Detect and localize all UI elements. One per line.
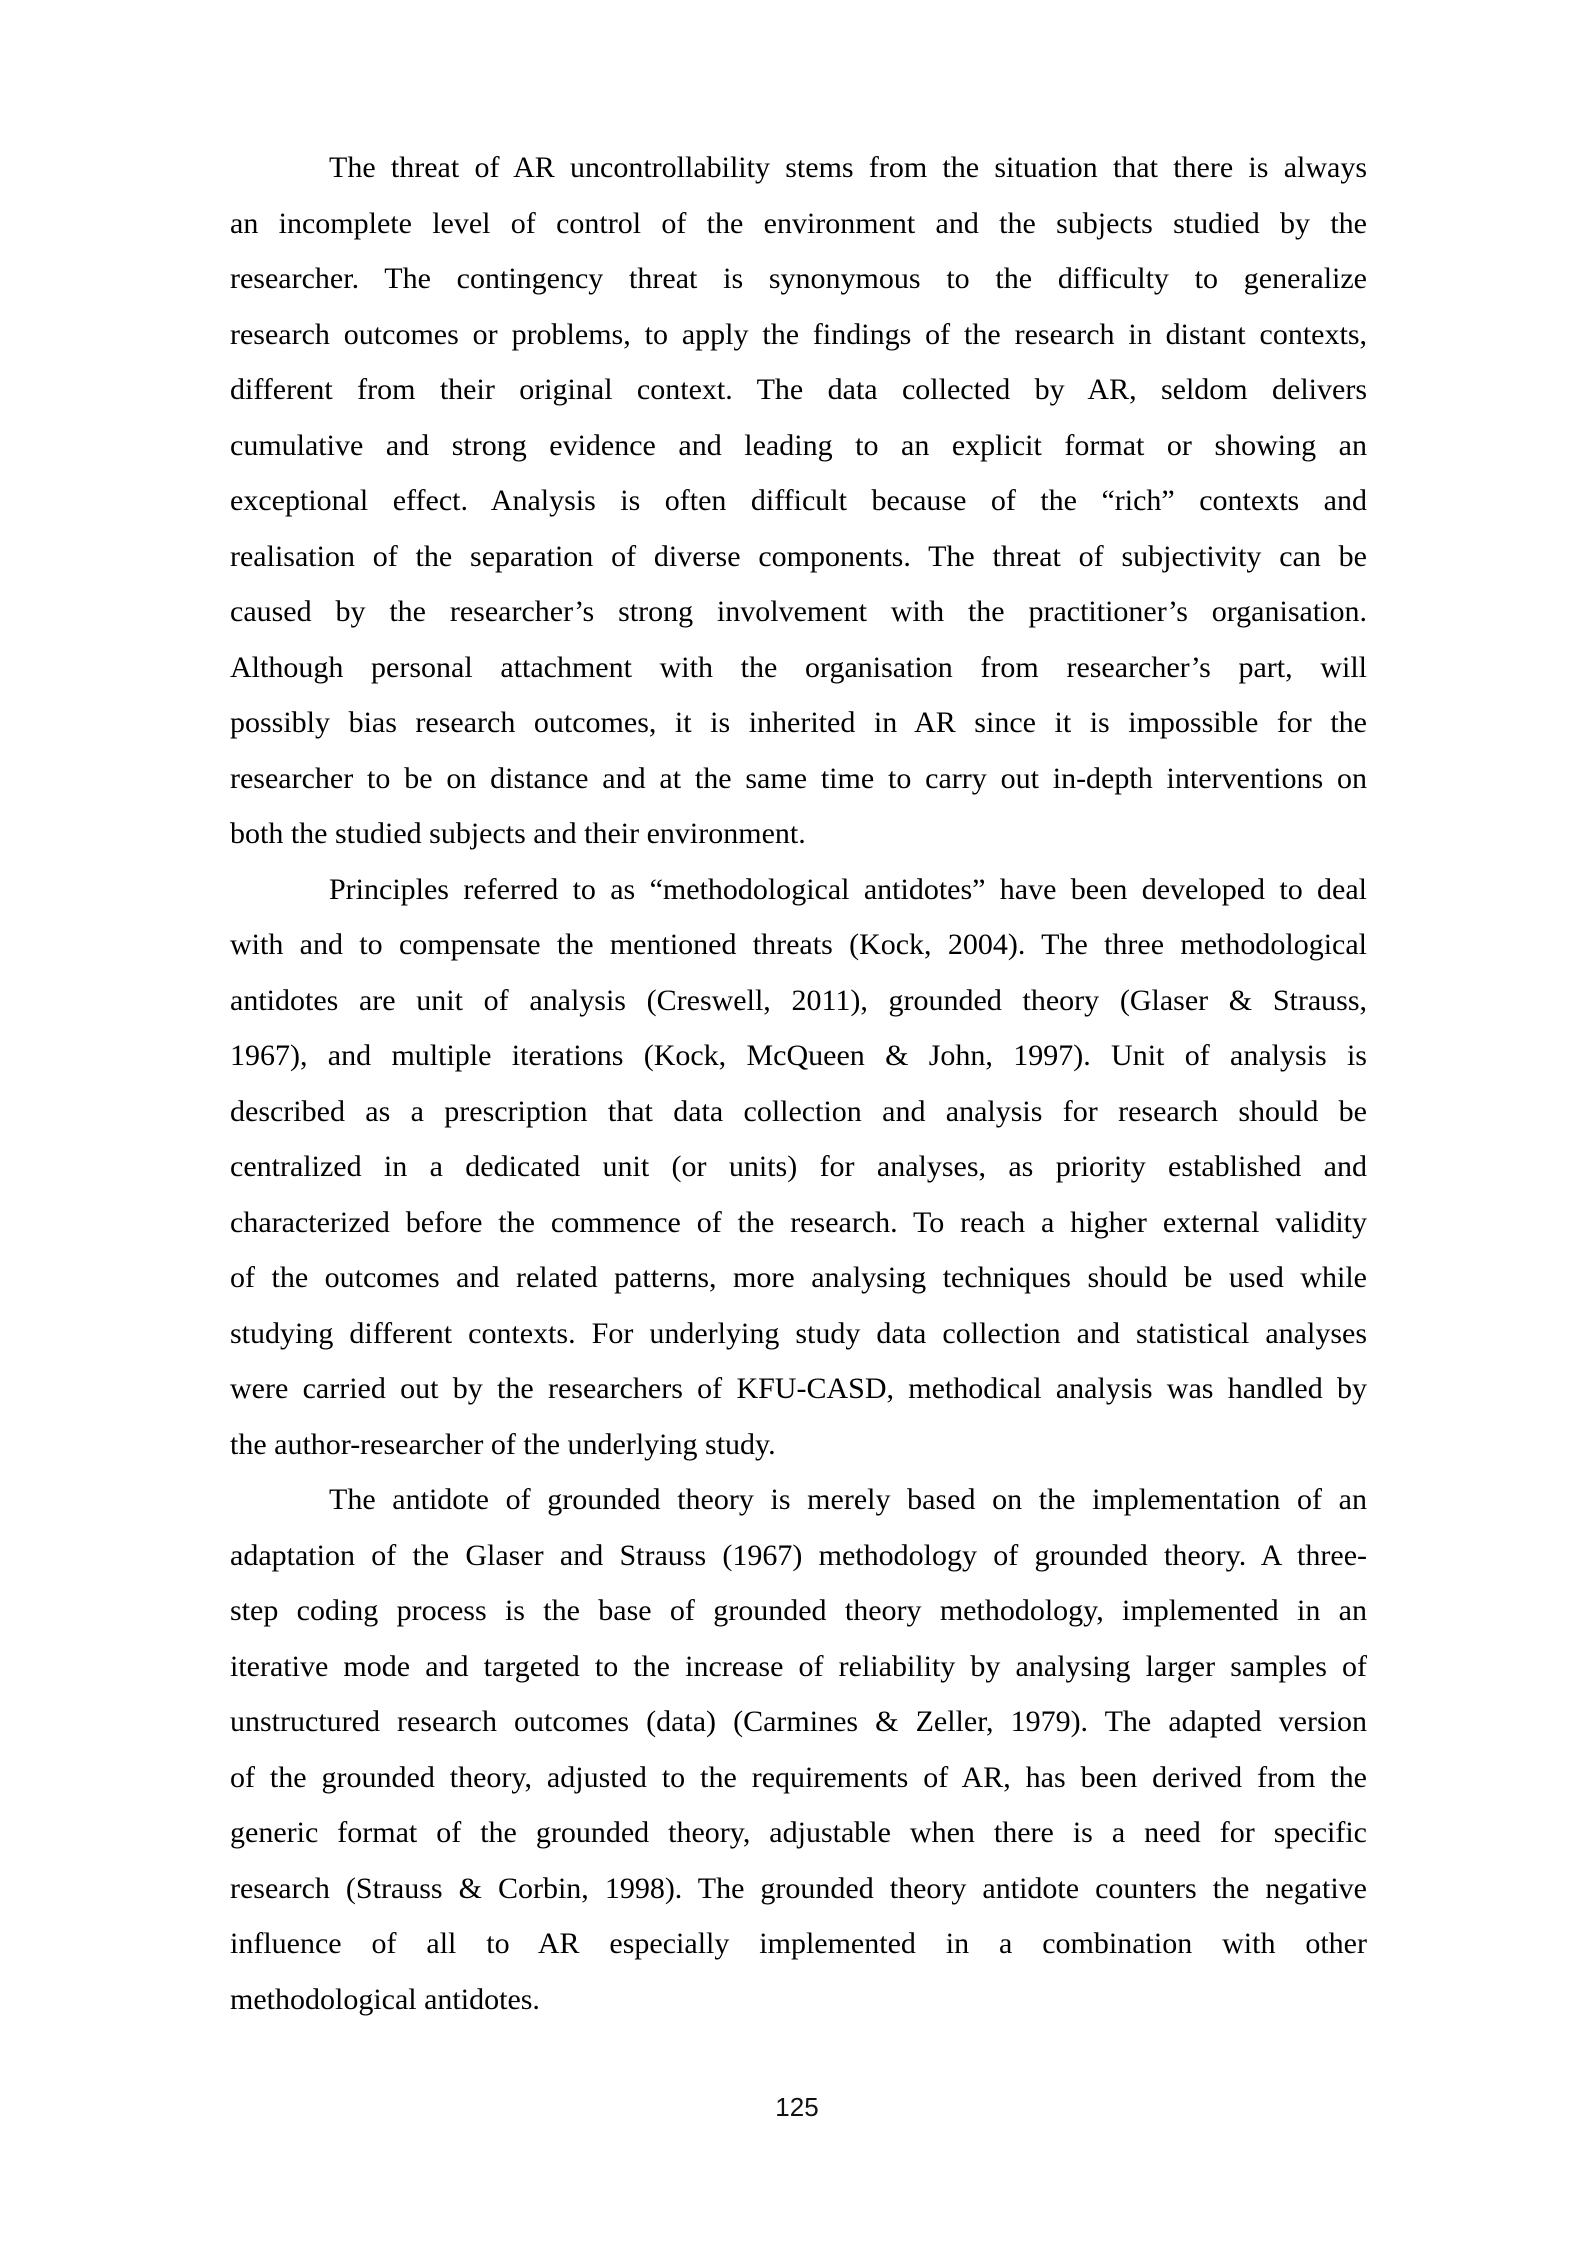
text-line: described as a prescription that data collection and analysis for research should be (230, 1094, 1367, 1128)
text-line: exceptional effect. Analysis is often difficult because of the “rich” contexts and (230, 484, 1367, 517)
text-line: antidotes are unit of analysis (Creswell, 2011), grounded theory (Glaser & Strauss, (230, 983, 1367, 1017)
text-line: an incomplete level of control of the environment and the subjects studied by the (230, 206, 1367, 240)
text-line: Principles referred to as “methodological antidotes” have been developed to deal (329, 872, 1367, 906)
text-line: possibly bias research outcomes, it is inherited in AR since it is impossible for the (230, 706, 1367, 739)
page-number: 125 (775, 2092, 819, 2122)
text-line: research (Strauss & Corbin, 1998). The grounded theory antidote counters the negative (230, 1871, 1367, 1905)
text-line: of the outcomes and related patterns, more analysing techniques should be used while (230, 1261, 1367, 1294)
text-line: both the studied subjects and their environment. (230, 817, 806, 850)
text-line: Although personal attachment with the organisation from researcher’s part, will (230, 650, 1367, 684)
text-line: methodological antidotes. (230, 1982, 540, 2016)
paragraph-uncontrollability-threats (230, 140, 1367, 862)
text-line: studying different contexts. For underlying study data collection and statistical analyses (230, 1316, 1367, 1350)
paragraph-grounded-theory (230, 1472, 1367, 2027)
text-line: adaptation of the Glaser and Strauss (1967) methodology of grounded theory. A three- (230, 1538, 1367, 1572)
text-line: generic format of the grounded theory, adjustable when there is a need for specific (230, 1816, 1367, 1849)
body-text (230, 140, 1367, 2027)
text-line: 1967), and multiple iterations (Kock, McQueen & John, 1997). Unit of analysis is (230, 1039, 1367, 1072)
text-line: iterative mode and targeted to the increase of reliability by analysing larger samples of (230, 1649, 1367, 1683)
text-line: the author-researcher of the underlying study. (230, 1427, 776, 1461)
text-line: unstructured research outcomes (data) (Carmines & Zeller, 1979). The adapted version (230, 1705, 1367, 1738)
text-line: The threat of AR uncontrollability stems from the situation that there is always (329, 151, 1367, 184)
text-line: caused by the researcher’s strong involvement with the practitioner’s organisation. (230, 595, 1367, 628)
paragraph-methodological-antidotes (230, 862, 1367, 1473)
text-line: with and to compensate the mentioned threats (Kock, 2004). The three methodological (230, 928, 1367, 961)
text-line: centralized in a dedicated unit (or units) for analyses, as priority established and (230, 1150, 1367, 1183)
text-line: The antidote of grounded theory is merely based on the implementation of an (329, 1483, 1367, 1516)
text-line: different from their original context. The data collected by AR, seldom delivers (230, 373, 1367, 406)
text-line: were carried out by the researchers of KFU-CASD, methodical analysis was handled by (230, 1372, 1367, 1405)
text-line: of the grounded theory, adjusted to the requirements of AR, has been derived from the (230, 1760, 1367, 1794)
text-line: researcher to be on distance and at the same time to carry out in-depth interventions on (230, 761, 1367, 795)
text-line: researcher. The contingency threat is synonymous to the difficulty to generalize (230, 262, 1367, 295)
text-line: step coding process is the base of grounded theory methodology, implemented in an (230, 1594, 1367, 1627)
text-line: research outcomes or problems, to apply the findings of the research in distant contexts, (230, 317, 1367, 351)
text-line: characterized before the commence of the research. To reach a higher external validity (230, 1205, 1367, 1239)
text-line: influence of all to AR especially implemented in a combination with other (230, 1927, 1367, 1960)
text-line: realisation of the separation of diverse components. The threat of subjectivity can be (230, 539, 1367, 573)
text-line: cumulative and strong evidence and leading to an explicit format or showing an (230, 428, 1367, 462)
